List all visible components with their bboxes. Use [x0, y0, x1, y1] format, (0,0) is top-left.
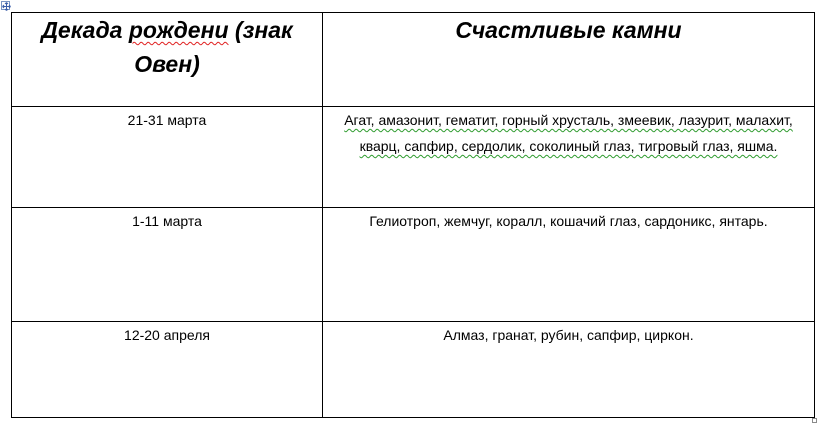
decade-text: 21-31 марта	[127, 112, 207, 128]
decade-text: 1-11 марта	[132, 213, 202, 229]
table-header-row	[12, 13, 815, 107]
header-decade-misspelled-word: рождени	[128, 17, 229, 43]
stones-cell[interactable]	[323, 322, 815, 418]
lucky-stones-table	[11, 12, 815, 418]
header-stones-text: Счастливые камни	[455, 17, 682, 43]
decade-text: 12-20 апреля	[124, 327, 210, 343]
table-resize-handle[interactable]	[812, 418, 817, 423]
header-cell-stones[interactable]	[323, 13, 815, 107]
table-row	[12, 208, 815, 322]
stones-text: Гелиотроп, жемчуг, коралл, кошачий глаз, сардоникс, янтарь.	[369, 213, 768, 229]
table-move-handle[interactable]	[1, 1, 10, 10]
header-decade-text-2: (знак Овен)	[134, 17, 293, 77]
table-row	[12, 107, 815, 208]
decade-cell[interactable]	[12, 107, 323, 208]
decade-cell[interactable]	[12, 322, 323, 418]
stones-text: Агат, амазонит, гематит, горный хрусталь, змеевик, лазурит, малахит, кварц, сапфир, сердолик, соколиный глаз, тигровый глаз, яшма.	[344, 112, 793, 154]
stones-text: Алмаз, гранат, рубин, сапфир, циркон.	[443, 327, 694, 343]
header-cell-decade[interactable]	[12, 13, 323, 107]
stones-cell[interactable]	[323, 208, 815, 322]
header-decade-text-1: Декада	[41, 17, 129, 43]
move-arrows-icon	[2, 2, 11, 11]
stones-cell[interactable]	[323, 107, 815, 208]
decade-cell[interactable]	[12, 208, 323, 322]
table-row	[12, 322, 815, 418]
